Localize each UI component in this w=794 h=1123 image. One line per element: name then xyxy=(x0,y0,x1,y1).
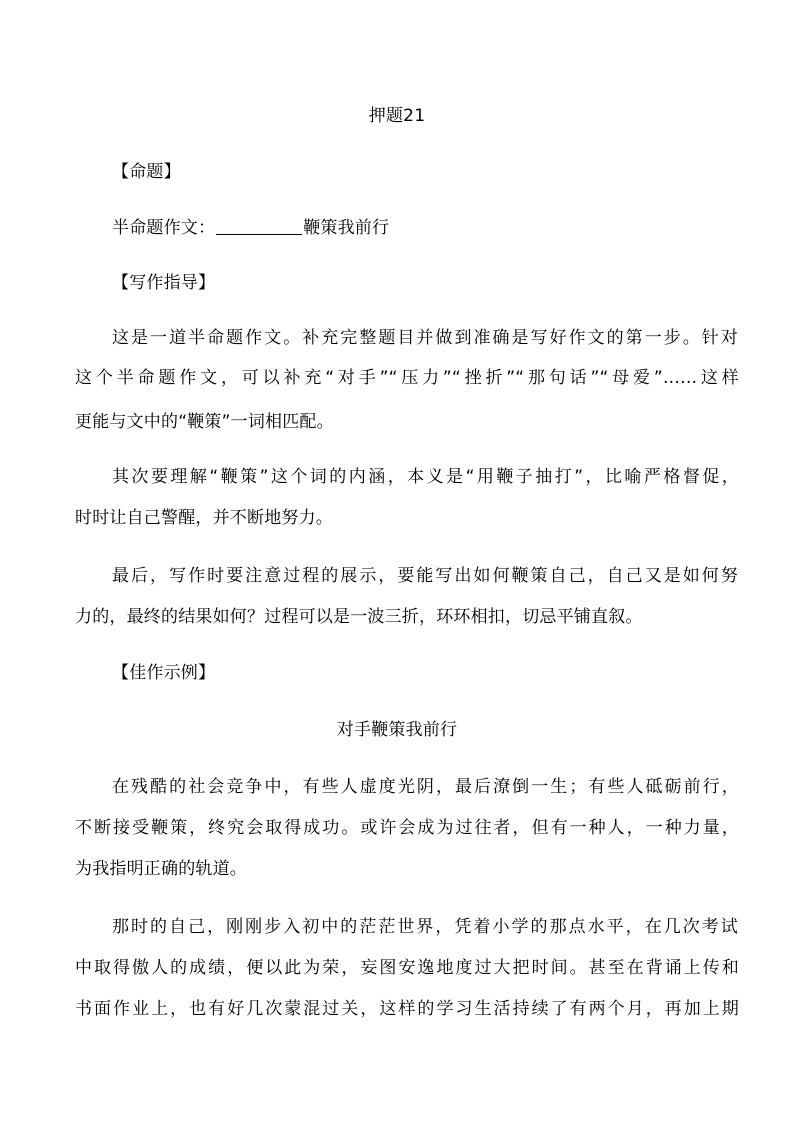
proposition-suffix: 鞭策我前行 xyxy=(303,218,390,238)
essay-paragraph-2-line-3: 书面作业上，也有好几次蒙混过关，这样的学习生活持续了有两个月，再加上期 xyxy=(75,999,739,1019)
proposition-line xyxy=(112,216,794,240)
essay-title: 对手鞭策我前行 xyxy=(336,720,458,740)
guidance-paragraph-1-line-2: 这个半命题作文，可以补充“对手”“压力”“挫折”“那句话”“母爱”……这样 xyxy=(75,368,739,388)
guidance-paragraph-1-line-1: 这是一道半命题作文。补充完整题目并做到准确是写好作文的第一步。针对 xyxy=(112,328,738,348)
guidance-paragraph-1-line-3: 更能与文中的“鞭策”一词相匹配。 xyxy=(75,412,334,432)
example-heading: 【佳作示例】 xyxy=(112,663,216,683)
guidance-paragraph-2-line-2: 时时让自己警醒，并不断地努力。 xyxy=(75,508,333,528)
proposition-heading: 【命题】 xyxy=(112,162,181,182)
essay-paragraph-1-line-2: 不断接受鞭策，终究会取得成功。或许会成为过往者，但有一种人，一种力量， xyxy=(75,818,739,838)
fill-in-blank xyxy=(216,216,302,235)
essay-paragraph-1-line-1: 在残酷的社会竞争中，有些人虚度光阴，最后潦倒一生；有些人砥砺前行， xyxy=(112,777,739,797)
guidance-heading: 【写作指导】 xyxy=(112,273,216,293)
essay-paragraph-2-line-2: 中取得傲人的成绩，便以此为荣，妄图安逸地度过大把时间。甚至在背诵上传和 xyxy=(75,958,739,978)
essay-paragraph-1-line-3: 为我指明正确的轨道。 xyxy=(75,859,247,879)
essay-paragraph-2-line-1: 那时的自己，刚刚步入初中的茫茫世界，凭着小学的那点水平，在几次考试 xyxy=(112,917,738,937)
page-title: 押题21 xyxy=(368,106,426,126)
guidance-paragraph-3-line-1: 最后，写作时要注意过程的展示，要能写出如何鞭策自己，自己又是如何努 xyxy=(112,566,738,586)
guidance-paragraph-3-line-2: 力的，最终的结果如何？过程可以是一波三折，环环相扣，切忌平铺直叙。 xyxy=(75,607,643,627)
proposition-prefix: 半命题作文： xyxy=(112,218,216,238)
guidance-paragraph-2-line-1: 其次要理解“鞭策”这个词的内涵，本义是“用鞭子抽打”，比喻严格督促， xyxy=(112,467,739,487)
